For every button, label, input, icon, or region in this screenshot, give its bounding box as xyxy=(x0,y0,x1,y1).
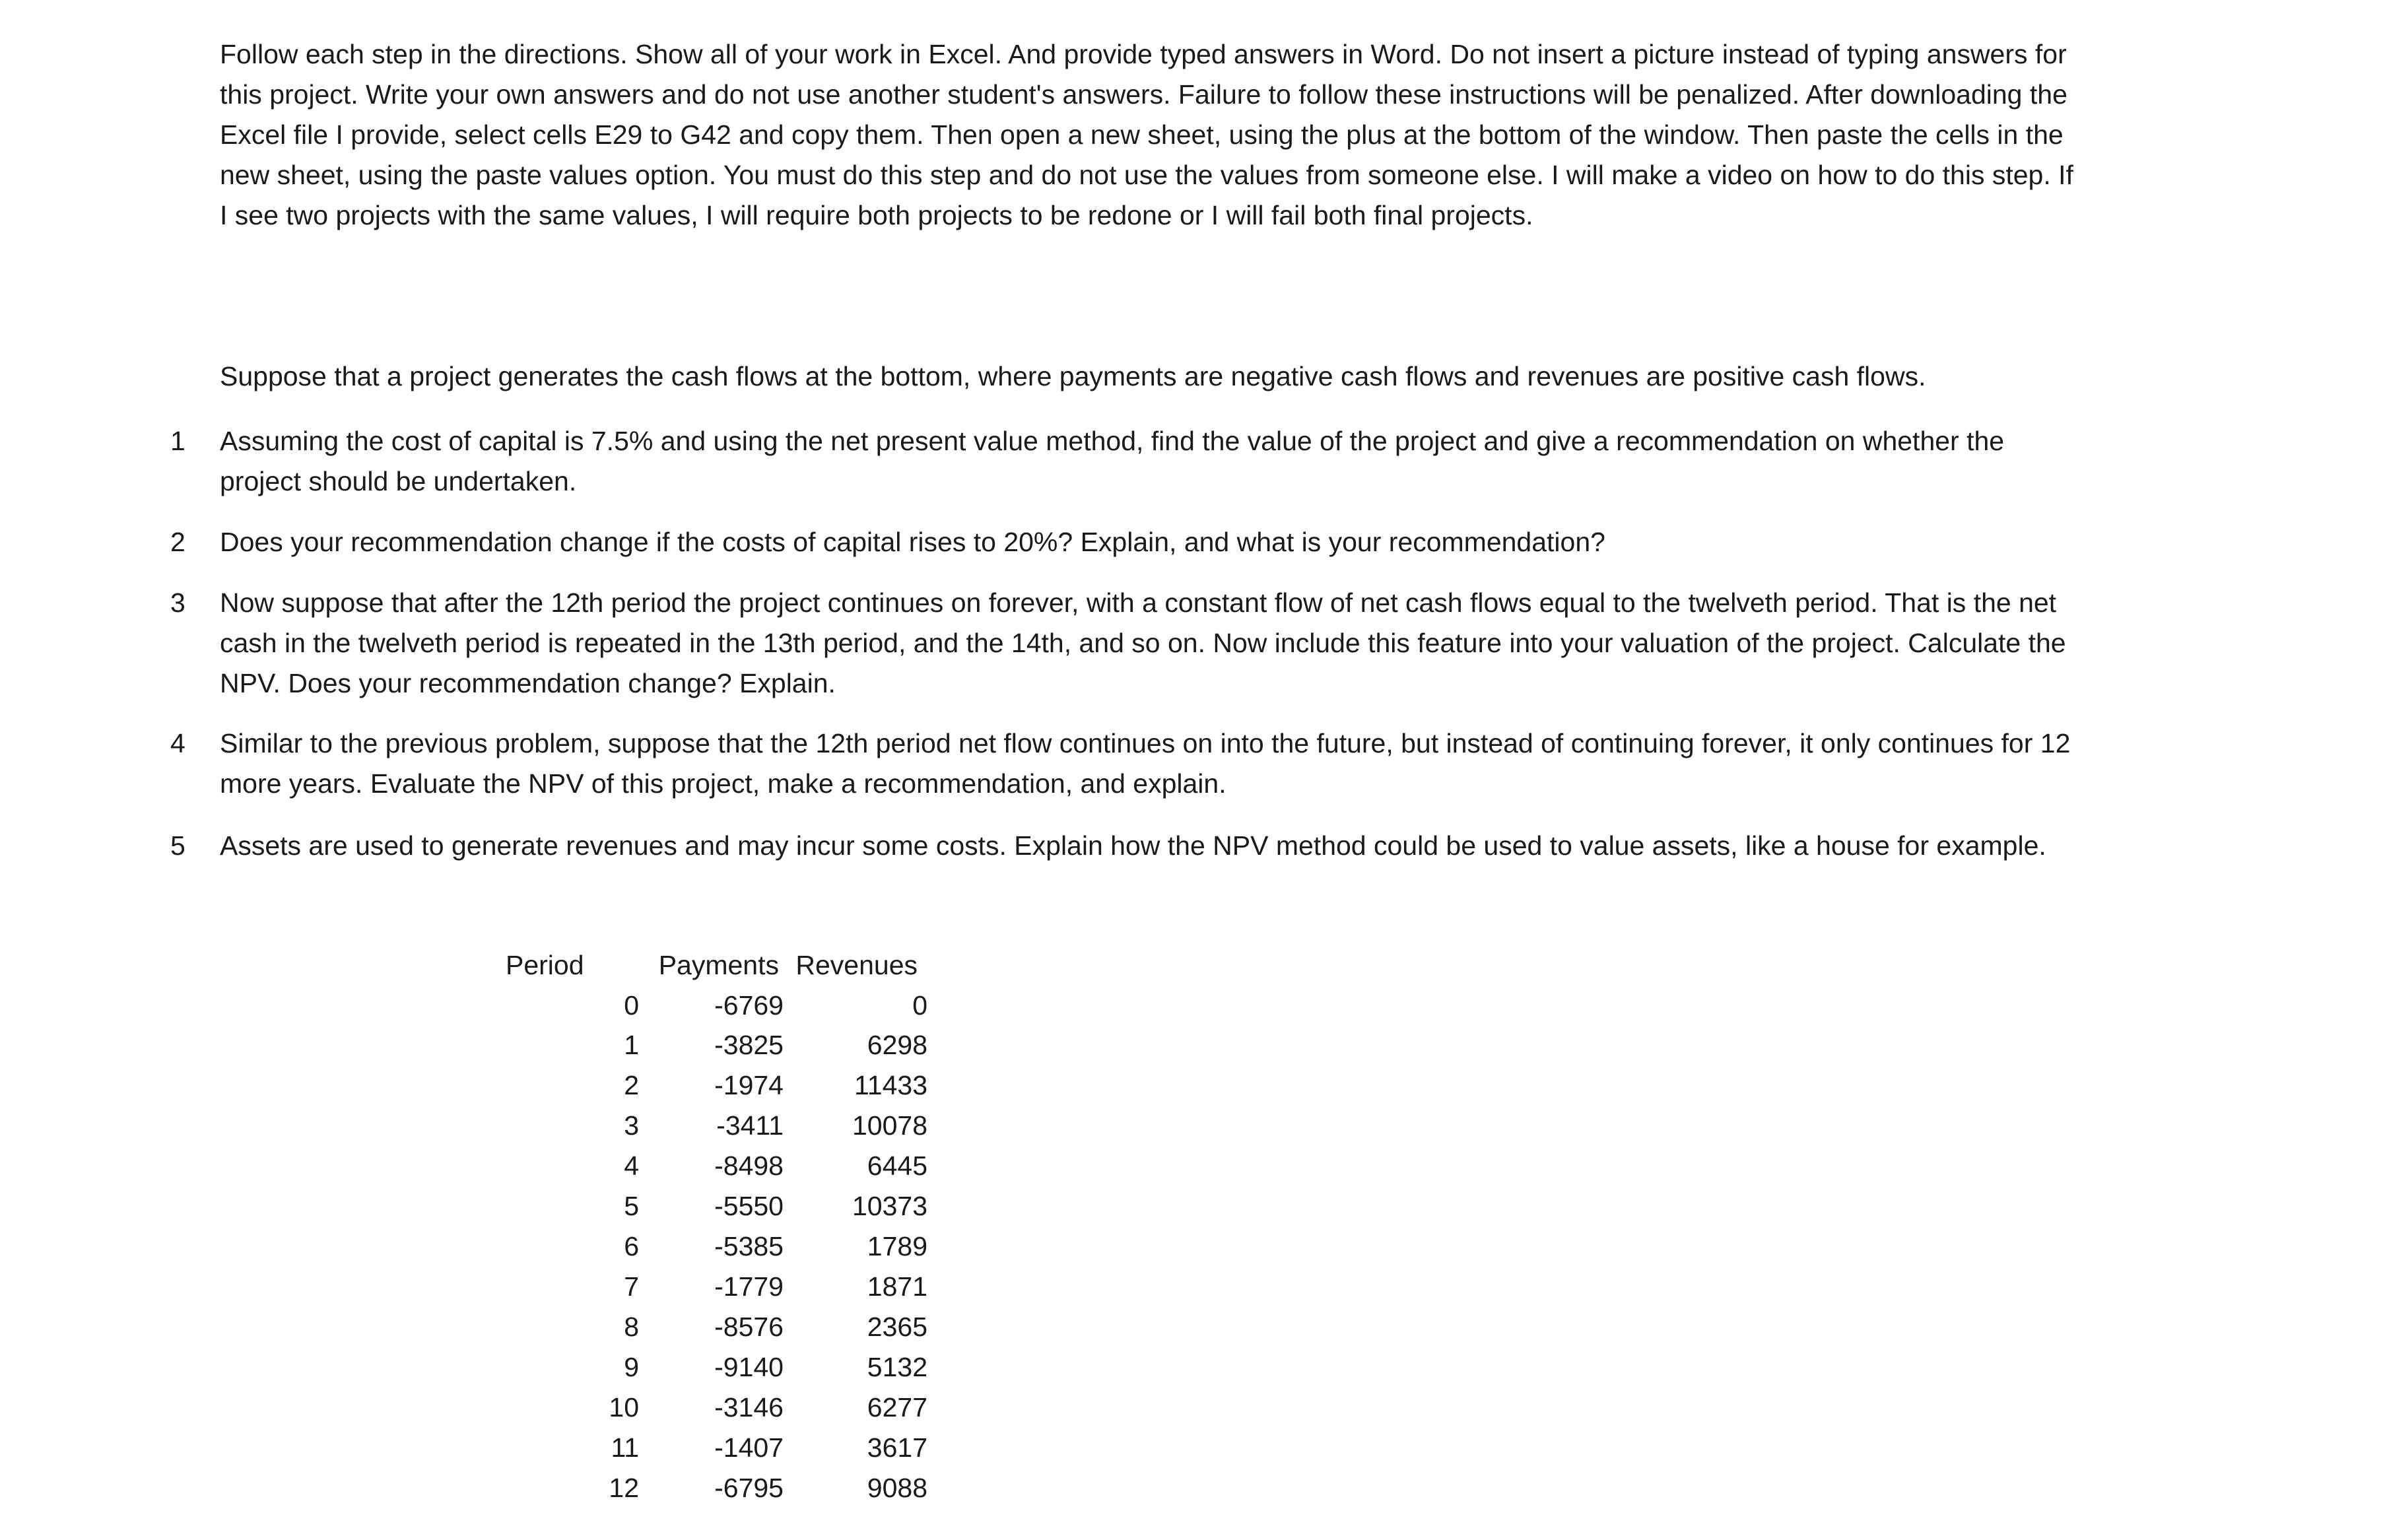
revenues-cell: 1871 xyxy=(867,1271,927,1302)
revenues-cell: 5132 xyxy=(867,1352,927,1382)
period-cell: 8 xyxy=(624,1312,639,1342)
table-row xyxy=(0,986,990,1026)
period-cell: 11 xyxy=(611,1432,639,1463)
question-number: 4 xyxy=(170,728,185,758)
period-cell: 9 xyxy=(624,1352,639,1382)
table-row xyxy=(0,1065,990,1106)
question-text: Does your recommendation change if the costs of capital rises to 20%? Explain, and what is your recommendation? xyxy=(220,527,1605,557)
question-number: 1 xyxy=(170,426,185,456)
revenues-cell: 3617 xyxy=(867,1432,927,1463)
scenario-paragraph: Suppose that a project generates the cash flows at the bottom, where payments are negative cash flows and revenues are positive cash flows. xyxy=(220,361,1926,391)
table-row xyxy=(0,1347,990,1388)
revenues-cell: 6277 xyxy=(867,1392,927,1423)
period-cell: 2 xyxy=(624,1070,639,1100)
period-cell: 7 xyxy=(624,1271,639,1302)
instructions-paragraph: Follow each step in the directions. Show all of your work in Excel. And provide typed answers in Word. Do not insert a picture instead of typing answers for this project. Write your own answers and do not use another student's answers. Failure to follow these instructions will be penalized. After downloading the Excel file I provide, select cells E29 to G42 and copy them. Then open a new sheet, using the plus at the bottom of the window. Then paste the cells in the new sheet, using the paste values option. You must do this step and do not use the values from someone else. I will make a video on how to do this step. If I see two projects with the same values, I will require both projects to be redone or I will fail both final projects. xyxy=(220,39,2073,230)
payments-cell: -5385 xyxy=(714,1231,784,1261)
table-row xyxy=(0,1468,990,1508)
revenues-cell: 0 xyxy=(912,990,927,1021)
column-header-payments: Payments xyxy=(658,950,779,980)
payments-cell: -5550 xyxy=(714,1191,784,1221)
period-cell: 0 xyxy=(624,990,639,1021)
payments-cell: -3825 xyxy=(714,1030,784,1060)
period-cell: 12 xyxy=(609,1473,639,1503)
table-row xyxy=(0,1388,990,1428)
question-number: 5 xyxy=(170,830,185,861)
revenues-cell: 6445 xyxy=(867,1151,927,1181)
table-row xyxy=(0,1186,990,1226)
payments-cell: -8576 xyxy=(714,1312,784,1342)
table-row xyxy=(0,1226,990,1267)
period-cell: 6 xyxy=(624,1231,639,1261)
payments-cell: -3146 xyxy=(714,1392,784,1423)
revenues-cell: 6298 xyxy=(867,1030,927,1060)
payments-cell: -1407 xyxy=(714,1432,784,1463)
payments-cell: -6795 xyxy=(714,1473,784,1503)
revenues-cell: 10373 xyxy=(852,1191,927,1221)
payments-cell: -8498 xyxy=(714,1151,784,1181)
revenues-cell: 9088 xyxy=(867,1473,927,1503)
table-row xyxy=(0,1267,990,1307)
table-row xyxy=(0,1106,990,1146)
payments-cell: -1974 xyxy=(714,1070,784,1100)
period-cell: 10 xyxy=(609,1392,639,1423)
payments-cell: -6769 xyxy=(714,990,784,1021)
table-row xyxy=(0,1307,990,1347)
question-text: Assuming the cost of capital is 7.5% and using the net present value method, find the value of the project and give a recommendation on whether the project should be undertaken. xyxy=(220,426,2005,496)
period-cell: 5 xyxy=(624,1191,639,1221)
period-cell: 1 xyxy=(624,1030,639,1060)
question-number: 2 xyxy=(170,527,185,557)
revenues-cell: 10078 xyxy=(852,1110,927,1141)
period-cell: 3 xyxy=(624,1110,639,1141)
payments-cell: -1779 xyxy=(714,1271,784,1302)
question-text: Similar to the previous problem, suppose that the 12th period net flow continues on into the future, but instead of continuing forever, it only continues for 12 more years. Evaluate the NPV of this project, make a recommendation, and explain. xyxy=(220,728,2071,799)
period-cell: 4 xyxy=(624,1151,639,1181)
column-header-period: Period xyxy=(506,950,584,980)
question-text: Assets are used to generate revenues and may incur some costs. Explain how the NPV method could be used to value assets, like a house for example. xyxy=(220,830,2046,861)
table-row xyxy=(0,1146,990,1186)
revenues-cell: 2365 xyxy=(867,1312,927,1342)
revenues-cell: 1789 xyxy=(867,1231,927,1261)
table-row xyxy=(0,1428,990,1468)
column-header-revenues: Revenues xyxy=(795,950,918,980)
payments-cell: -9140 xyxy=(714,1352,784,1382)
payments-cell: -3411 xyxy=(716,1110,784,1141)
revenues-cell: 11433 xyxy=(854,1070,927,1100)
table-row xyxy=(0,1025,990,1065)
question-text: Now suppose that after the 12th period the project continues on forever, with a constant flow of net cash flows equal to the twelveth period. That is the net cash in the twelveth period is repeated in the 13th period, and the 14th, and so on. Now include this feature into your valuation of the project. Calculate the NPV. Does your recommendation change? Explain. xyxy=(220,587,2066,698)
question-number: 3 xyxy=(170,587,185,618)
